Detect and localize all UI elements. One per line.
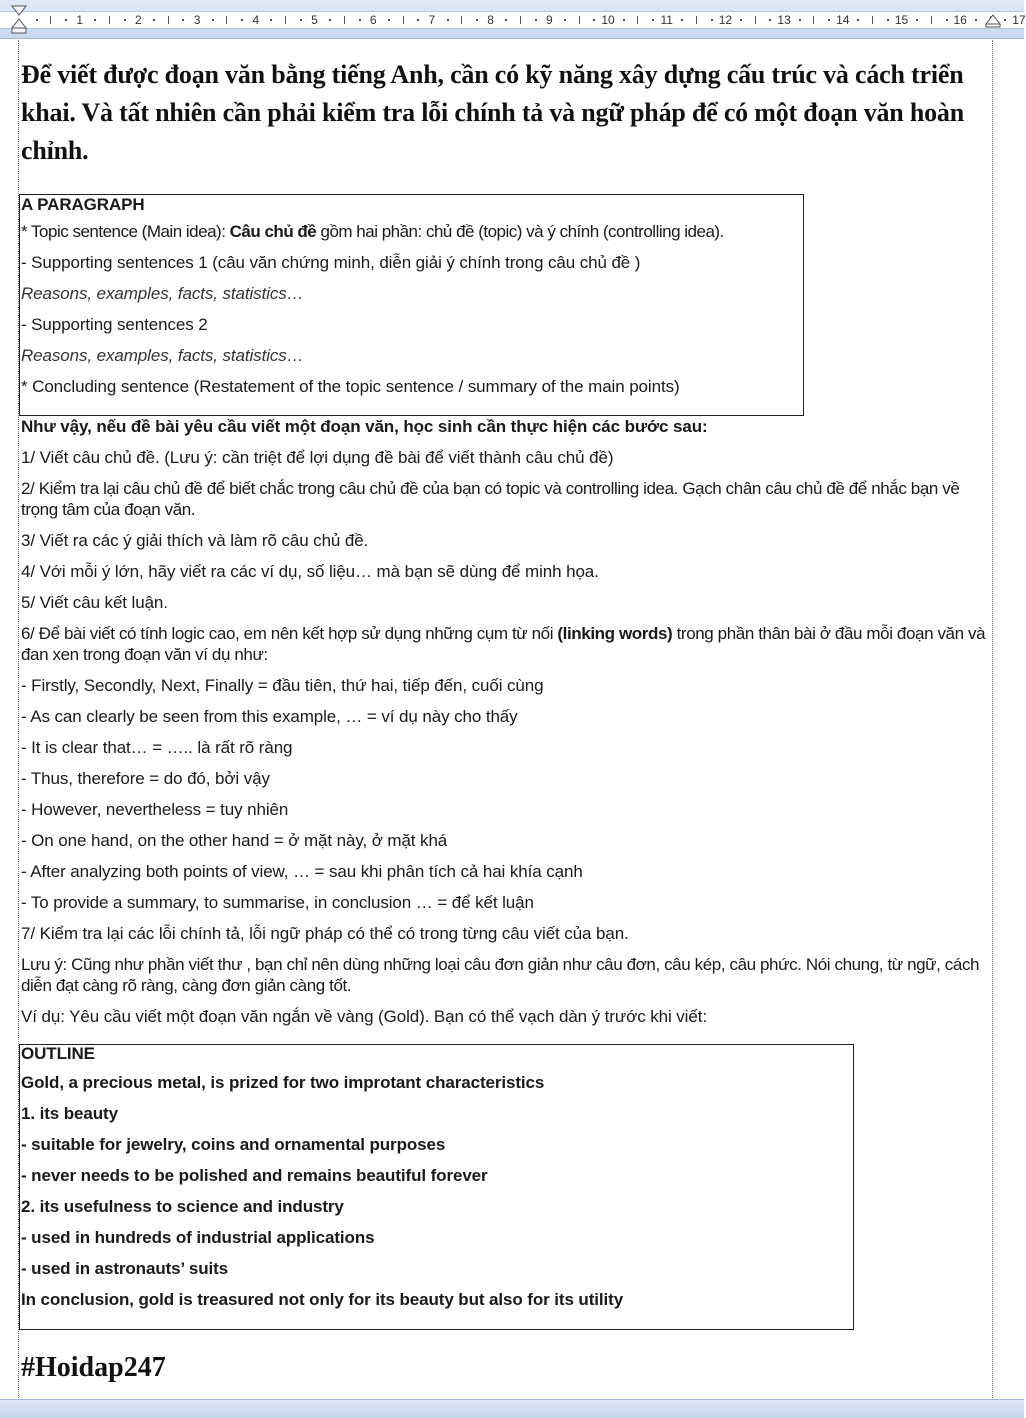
left-indent-marker-icon[interactable] [10, 4, 28, 34]
ruler-number: 9 [545, 13, 553, 27]
ruler-number: 5 [311, 13, 318, 27]
ruler-half-tick [344, 16, 345, 24]
ruler-quarter-dot [124, 19, 126, 21]
step-6-post: trong phần thân bài ở đầu mỗi đoạn văn và đan xen trong đoạn văn ví dụ như: [21, 624, 986, 664]
ruler-half-tick [931, 16, 932, 24]
outline-title: OUTLINE [21, 1044, 95, 1063]
linking-item: - To provide a summary, to summarise, in conclusion … = để kết luận [21, 893, 534, 912]
outline-line: In conclusion, gold is treasured not only for its beauty but also for its utility [21, 1290, 624, 1309]
ruler-quarter-dot [300, 19, 302, 21]
ruler-quarter-dot [623, 19, 625, 21]
outline-content [21, 1041, 623, 1315]
ruler-half-tick [872, 16, 873, 24]
linking-item: - However, nevertheless = tuy nhiên [21, 800, 289, 819]
outline-line: - never needs to be polished and remains beautiful forever [21, 1166, 488, 1185]
document-body [21, 56, 993, 170]
right-indent-marker-icon[interactable] [985, 14, 1001, 28]
ruler-quarter-dot [241, 19, 243, 21]
ruler-quarter-dot [36, 19, 38, 21]
paragraph-box-title: A PARAGRAPH [21, 195, 145, 214]
ruler-quarter-dot [887, 19, 889, 21]
ruler-quarter-dot [593, 19, 595, 21]
outline-line: - used in astronauts’ suits [21, 1259, 229, 1278]
ruler-quarter-dot [916, 19, 918, 21]
step-5: 5/ Viết câu kết luận. [21, 593, 168, 612]
topic-sentence-line [21, 216, 724, 247]
topic-prefix: * Topic sentence (Main idea): [21, 222, 230, 241]
ruler-number: 10 [601, 13, 615, 27]
ruler-quarter-dot [65, 19, 67, 21]
example-line: Ví dụ: Yêu cầu viết một đoạn văn ngắn về vàng (Gold). Bạn có thể vạch dàn ý trước khi viết: [21, 1007, 707, 1026]
ruler-half-tick [285, 16, 286, 24]
outline-line: Gold, a precious metal, is prized for two improtant characteristics [21, 1073, 545, 1092]
ruler-number: 12 [718, 13, 733, 27]
ruler-quarter-dot [359, 19, 361, 21]
step-6 [21, 618, 991, 670]
ruler-quarter-dot [505, 19, 507, 21]
ruler-quarter-dot [329, 19, 331, 21]
steps-section [21, 411, 991, 1032]
step-7: 7/ Kiểm tra lại các lỗi chính tả, lỗi ngữ pháp có thể có trong từng câu viết của bạn. [21, 924, 629, 943]
ruler-half-tick [637, 16, 638, 24]
linking-item: - It is clear that… = ….. là rất rõ ràng [21, 738, 293, 757]
supporting-sentence-2: - Supporting sentences 2 [21, 315, 208, 334]
steps-intro: Như vậy, nếu đề bài yêu cầu viết một đoạn văn, học sinh cần thực hiện các bước sau: [21, 417, 708, 436]
outline-line: 1. its beauty [21, 1104, 118, 1123]
ruler-number: 11 [660, 13, 673, 27]
linking-item: - Firstly, Secondly, Next, Finally = đầu tiên, thứ hai, tiếp đến, cuối cùng [21, 676, 544, 695]
ruler-quarter-dot [857, 19, 859, 21]
ruler-quarter-dot [799, 19, 801, 21]
step-2: 2/ Kiểm tra lại câu chủ đề để biết chắc trong câu chủ đề của bạn có topic và controlling idea. Gạch chân câu chủ đề để nhắc bạn về trọng tâm của đoạn văn. [21, 479, 960, 519]
ruler-quarter-dot [153, 19, 155, 21]
ruler-number: 4 [252, 13, 260, 27]
ruler-half-tick [520, 16, 521, 24]
ruler-quarter-dot [975, 19, 977, 21]
ruler-number: 7 [428, 13, 436, 27]
step-4: 4/ Với mỗi ý lớn, hãy viết ra các ví dụ, số liệu… mà bạn sẽ dùng để minh họa. [21, 562, 599, 581]
outline-line: - suitable for jewelry, coins and ornamental purposes [21, 1135, 446, 1154]
ruler-number: 1 [76, 13, 84, 27]
linking-item: - On one hand, on the other hand = ở mặt này, ở mặt khá [21, 831, 448, 850]
ruler-number: 16 [953, 13, 967, 27]
ruler-quarter-dot [476, 19, 478, 21]
ruler-quarter-dot [828, 19, 830, 21]
ruler-number: 14 [836, 13, 850, 27]
ruler-half-tick [813, 16, 814, 24]
reasons-line-2: Reasons, examples, facts, statistics… [21, 346, 304, 365]
ruler-quarter-dot [94, 19, 96, 21]
ruler-half-tick [403, 16, 404, 24]
ruler-number: 3 [193, 13, 201, 27]
intro-heading: Để viết được đoạn văn bằng tiếng Anh, cần có kỹ năng xây dựng cấu trúc và cách triển khai. Và tất nhiên cần phải kiểm tra lỗi chính tả và ngữ pháp để có một đoạn văn hoàn chỉnh. [21, 60, 964, 165]
ruler-quarter-dot [1004, 19, 1006, 21]
linking-item: - After analyzing both points of view, … = sau khi phân tích cả hai khía cạnh [21, 862, 583, 881]
concluding-sentence: * Concluding sentence (Restatement of the topic sentence / summary of the main points) [21, 377, 680, 396]
ruler-half-tick [696, 16, 697, 24]
ruler-quarter-dot [740, 19, 742, 21]
linking-item: - As can clearly be seen from this example, … = ví dụ này cho thấy [21, 707, 518, 726]
supporting-sentence-1: - Supporting sentences 1 (câu văn chứng minh, diễn giải ý chính trong câu chủ đề ) [21, 253, 641, 272]
hashtag-watermark: #Hoidap247 [21, 1352, 166, 1383]
ruler-quarter-dot [681, 19, 683, 21]
ruler-number: 17 [1012, 13, 1026, 27]
reasons-line-1: Reasons, examples, facts, statistics… [21, 284, 304, 303]
ruler-number: 8 [487, 13, 494, 27]
ruler-quarter-dot [769, 19, 771, 21]
topic-bold: Câu chủ đề [229, 222, 317, 241]
right-margin-guide [992, 40, 993, 1400]
ruler-quarter-dot [652, 19, 654, 21]
window-bottom-bar [0, 1399, 1024, 1418]
step-6-pre: 6/ Để bài viết có tính logic cao, em nên kết hợp sử dụng những cụm từ nối [21, 624, 558, 643]
outline-line: 2. its usefulness to science and industry [21, 1197, 344, 1216]
ruler-half-tick [755, 16, 756, 24]
ruler-half-tick [109, 16, 110, 24]
step-3: 3/ Viết ra các ý giải thích và làm rõ câu chủ đề. [21, 531, 369, 550]
ruler-scale [0, 11, 1024, 29]
step-1: 1/ Viết câu chủ đề. (Lưu ý: cần triệt để lợi dụng đề bài để viết thành câu chủ đề) [21, 448, 614, 467]
outline-line: - used in hundreds of industrial applications [21, 1228, 375, 1247]
ruler-quarter-dot [270, 19, 272, 21]
ruler-half-tick [461, 16, 462, 24]
topic-rest: gồm hai phần: chủ đề (topic) và ý chính (controlling idea). [316, 222, 724, 241]
ruler-quarter-dot [535, 19, 537, 21]
ruler-number: 15 [894, 13, 909, 27]
step-6-bold: (linking words) [557, 624, 673, 643]
ruler-quarter-dot [212, 19, 214, 21]
ruler-quarter-dot [182, 19, 184, 21]
ruler-quarter-dot [388, 19, 390, 21]
ruler-quarter-dot [946, 19, 948, 21]
ruler-number: 6 [369, 13, 377, 27]
ruler-quarter-dot [711, 19, 713, 21]
ruler-half-tick [168, 16, 169, 24]
linking-words-list [21, 670, 991, 918]
horizontal-ruler[interactable] [0, 0, 1024, 39]
ruler-number: 13 [777, 13, 791, 27]
ruler-half-tick [579, 16, 580, 24]
note-paragraph: Lưu ý: Cũng như phần viết thư , bạn chỉ nên dùng những loại câu đơn giản như câu đơn, câu kép, câu phức. Nói chung, từ ngữ, cách diễn đạt càng rõ ràng, càng đơn giản càng tốt. [21, 955, 980, 995]
ruler-half-tick [226, 16, 227, 24]
linking-item: - Thus, therefore = do đó, bởi vậy [21, 769, 270, 788]
ruler-quarter-dot [417, 19, 419, 21]
paragraph-structure-content [21, 194, 724, 402]
ruler-half-tick [50, 16, 51, 24]
ruler-quarter-dot [564, 19, 566, 21]
ruler-number: 2 [135, 13, 142, 27]
ruler-quarter-dot [447, 19, 449, 21]
